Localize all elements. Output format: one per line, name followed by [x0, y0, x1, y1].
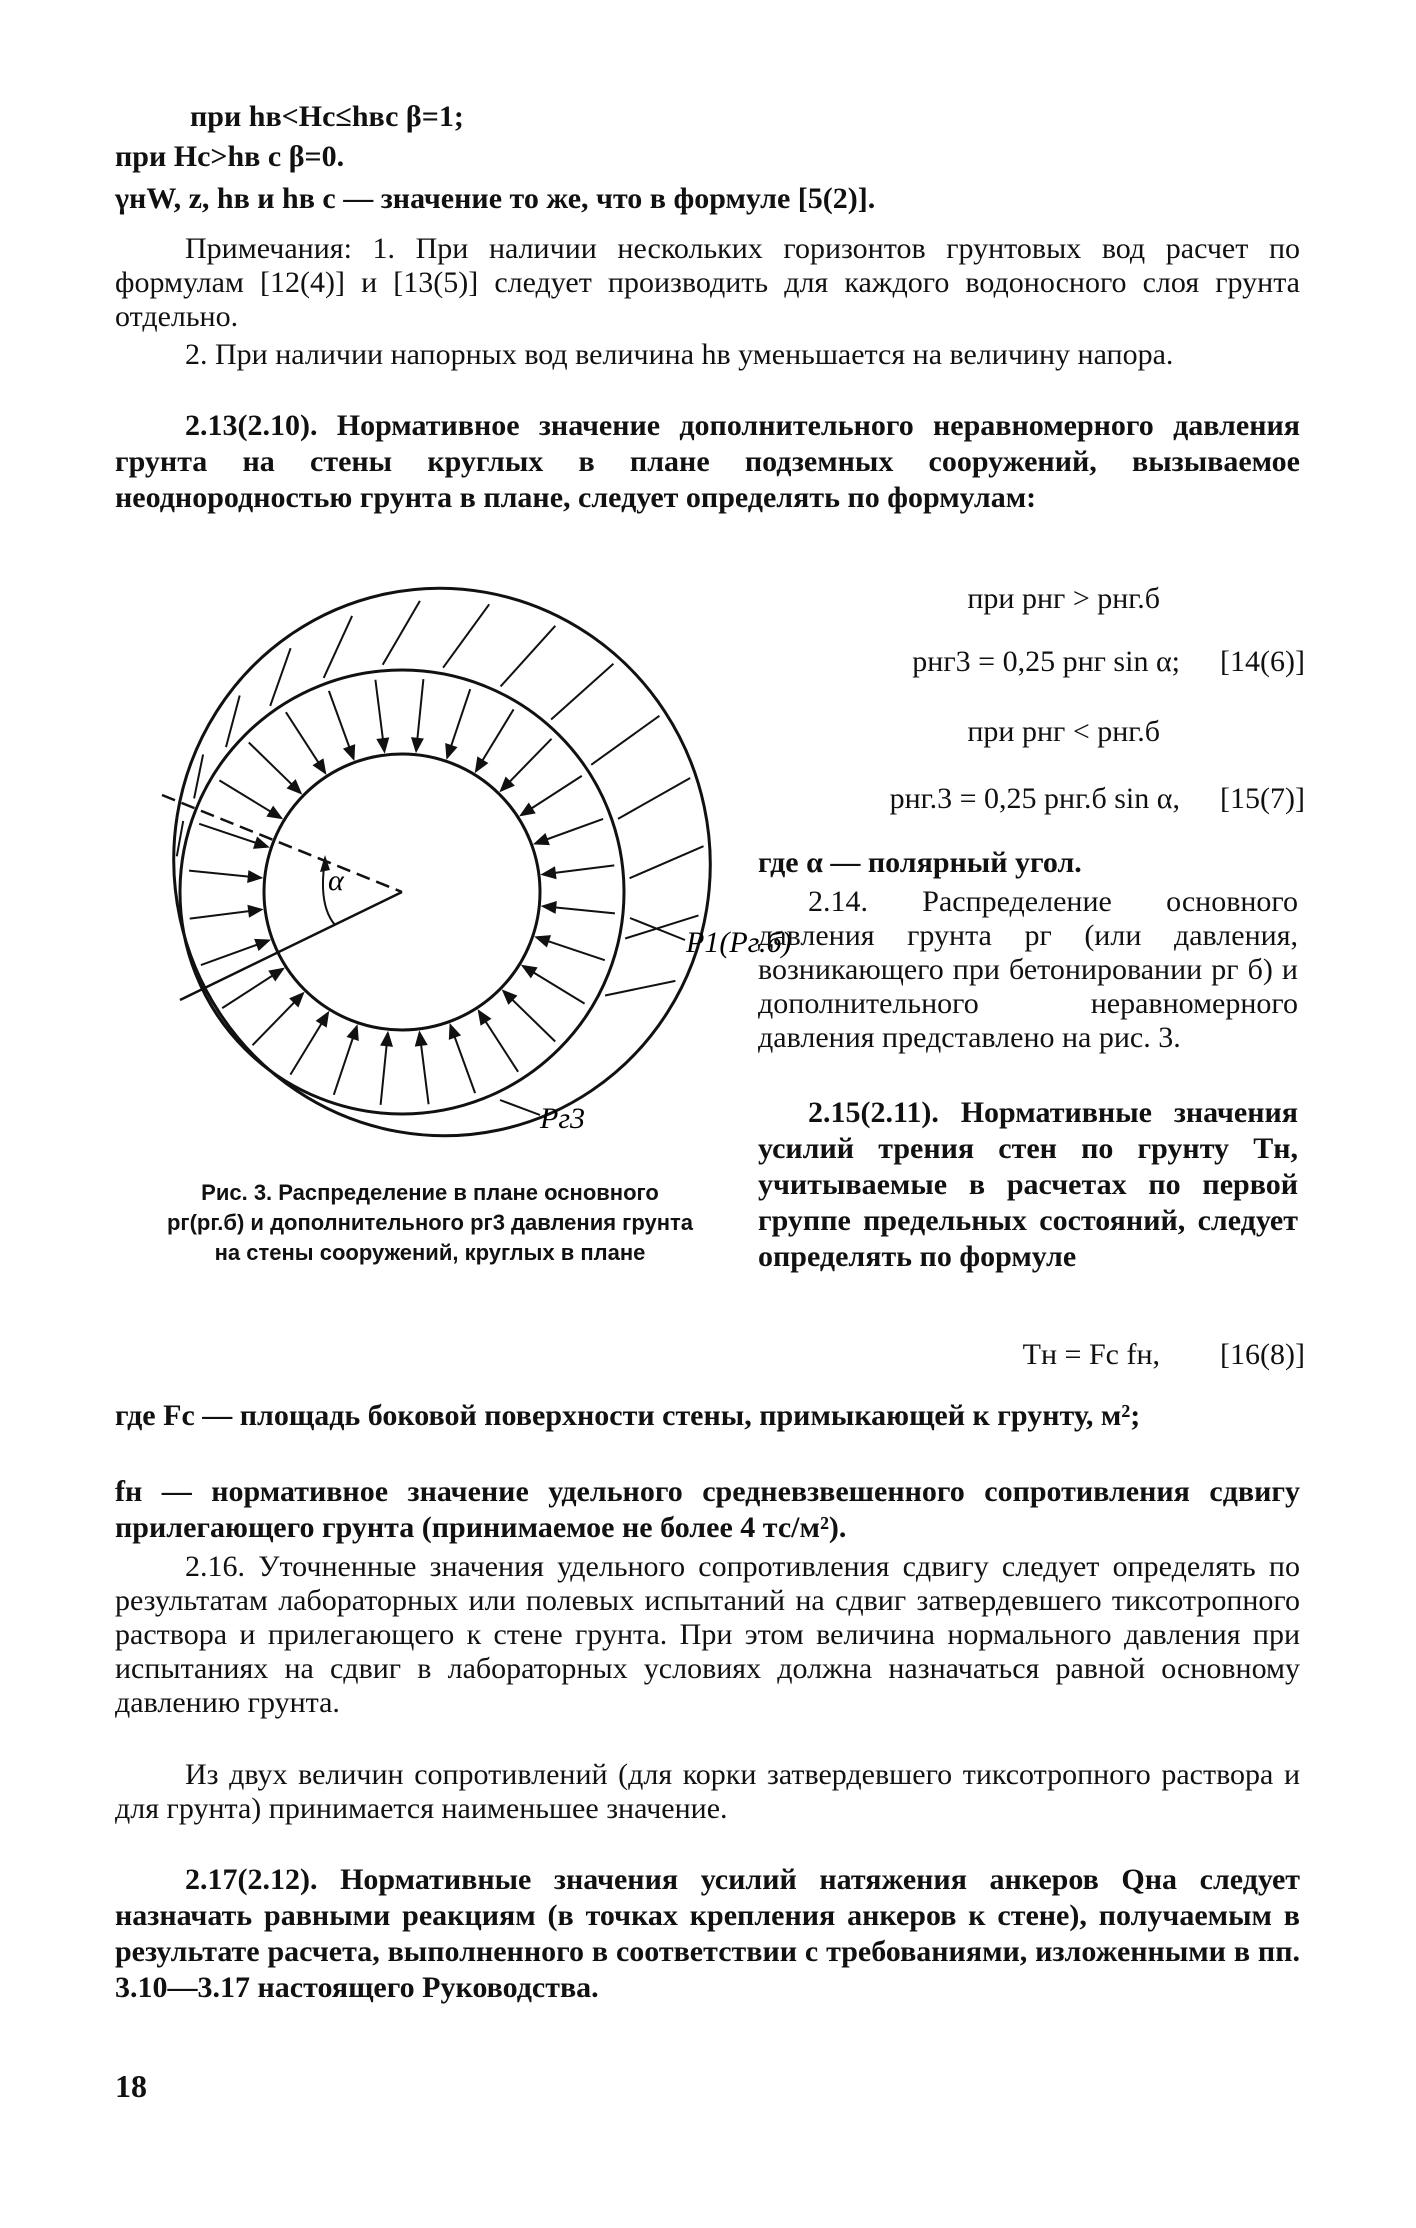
- pressure-arrow-head: [345, 746, 354, 759]
- condition-line-2: при Hс>hв с β=0.: [115, 140, 345, 173]
- section-2-17: 2.17(2.12). Нормативные значения усилий натяжения анкеров Qна следует назначать равными реакциям (в точках крепления анкеров к стене), получаемым в результате расчета, выполненного в соответствии с требованиями, изложенными в пп. 3.10—3.17 настоящего Руководства.: [115, 1863, 1300, 2004]
- pressure-arrow-head: [254, 838, 267, 848]
- additional-pressure-arrow: [605, 981, 675, 996]
- alpha-definition: где α — полярный угол.: [758, 846, 1082, 879]
- note-2: 2. При наличии напорных вод величина hв уменьшается на величину напора.: [185, 338, 1174, 371]
- pressure-arrow-head: [378, 739, 388, 752]
- condition-2: при pнг < pнг.б: [967, 715, 1160, 748]
- pressure-arrow-head: [537, 936, 550, 946]
- section-2-16: 2.16. Уточненные значения удельного сопротивления сдвигу следует определять по результатам лабораторных или полевых испытаний на сдвиг затвердевшего тиксотропного раствора и прилегающего к стене грунта. При этом величина нормального давления при испытаниях на сдвиг в лабораторных условиях должна назначаться равной основному давлению грунта.: [115, 1550, 1300, 1719]
- pressure-arrow-head: [523, 966, 536, 977]
- additional-pressure-arrow: [383, 601, 420, 665]
- pressure-arrow-head: [248, 872, 260, 882]
- label-pg3: Pг3: [540, 1102, 586, 1135]
- additional-pressure-arrow: [591, 716, 659, 765]
- additional-pressure-arrow: [270, 648, 290, 706]
- pg3-leader-line: [500, 1100, 540, 1115]
- additional-pressure-arrow: [226, 696, 240, 748]
- additional-pressure-arrow: [177, 821, 183, 856]
- pressure-arrow-head: [382, 1033, 392, 1045]
- additional-pressure-arrow: [630, 846, 704, 878]
- formula-14-expression: pнг3 = 0,25 pнг sin α;: [912, 645, 1180, 678]
- radius-line: [180, 892, 402, 1000]
- figure-caption: Рис. 3. Распределение в плане основного pг(pг.б) и дополнительного pг3 давления грунта на стены сооружений, круглых в плане: [166, 1180, 694, 1265]
- page-number: 18: [115, 2068, 147, 2104]
- pressure-arrow-head: [412, 738, 422, 750]
- additional-pressure-arrow: [501, 626, 556, 687]
- additional-pressure-arrow: [618, 778, 690, 819]
- pressure-arrow-head: [476, 758, 487, 771]
- pressure-arrow-head: [416, 1033, 426, 1046]
- axis-line: [162, 795, 402, 892]
- note-1: Примечания: 1. При наличии нескольких горизонтов грунтовых вод расчет по формулам [12(4)] и [13(5)] следует производить для каждого водоносного слоя грунта отдельно.: [115, 232, 1300, 333]
- condition-1: при pнг > pнг.б: [967, 582, 1160, 615]
- additional-pressure-arrow: [443, 604, 489, 667]
- pressure-arrow-head: [270, 969, 283, 980]
- formula-15-expression: pнг.3 = 0,25 pнг.б sin α,: [889, 782, 1180, 815]
- pressure-arrow-head: [543, 868, 556, 878]
- additional-pressure-arrow: [324, 616, 352, 678]
- section-2-14: 2.14. Распределение основного давления грунта pг (или давления, возникающего при бетонировании pг б) и дополнительного неравномерного давления представлено на рис. 3.: [758, 885, 1298, 1054]
- pressure-arrow-head: [314, 760, 325, 773]
- label-p1-pg6: P1(Pг.б): [686, 926, 792, 959]
- pressure-arrow-head: [446, 744, 456, 757]
- formula-15-number: [15(7)]: [1220, 782, 1305, 815]
- additional-pressure-arrow: [551, 664, 613, 720]
- pressure-arrow-head: [256, 940, 269, 949]
- condition-line-3: γнW, z, hв и hв с — значение то же, что в формуле [5(2)].: [115, 182, 876, 215]
- formula-16-expression: Tн = Fс fн,: [1022, 1338, 1160, 1371]
- pressure-arrow-head: [249, 906, 262, 916]
- pressure-arrow-head: [521, 804, 534, 815]
- section-2-15: 2.15(2.11). Нормативные значения усилий трения стен по грунту Tн, учитываемые в расчетах по первой группе предельных состояний, следует определять по формуле: [758, 1096, 1298, 1273]
- pressure-distribution-figure: [130, 600, 792, 1160]
- alpha-label: α: [328, 864, 344, 897]
- formula-14-number: [14(6)]: [1220, 645, 1305, 678]
- pressure-arrow-head: [543, 902, 555, 912]
- section-2-13: 2.13(2.10). Нормативное значение дополнительного неравномерного давления грунта на стены круглых в плане подземных сооружений, вызываемое неоднородностью грунта в плане, следует определять по формулам:: [115, 409, 1300, 514]
- pressure-arrow-head: [450, 1025, 459, 1038]
- condition-line-1: при hв<Hс≤hвс β=1;: [190, 100, 464, 133]
- definition-fc: где Fс — площадь боковой поверхности стены, примыкающей к грунту, м²;: [115, 1399, 1141, 1432]
- pressure-arrow-head: [317, 1013, 328, 1026]
- pressure-arrow-head: [535, 835, 548, 844]
- pressure-arrow-head: [348, 1027, 358, 1040]
- formula-16-number: [16(8)]: [1220, 1338, 1305, 1371]
- definition-fn: fн — нормативное значение удельного средневзвешенного сопротивления сдвигу прилегающего грунта (принимаемое не более 4 тс/м²).: [115, 1475, 1300, 1544]
- pressure-arrow-head: [268, 807, 281, 818]
- paragraph-resistance-choice: Из двух величин сопротивлений (для корки затвердевшего тиксотропного раствора и для грунта) принимается наименьшее значение.: [115, 1758, 1300, 1825]
- pressure-arrow-head: [479, 1011, 490, 1024]
- additional-pressure-arrow: [194, 755, 203, 799]
